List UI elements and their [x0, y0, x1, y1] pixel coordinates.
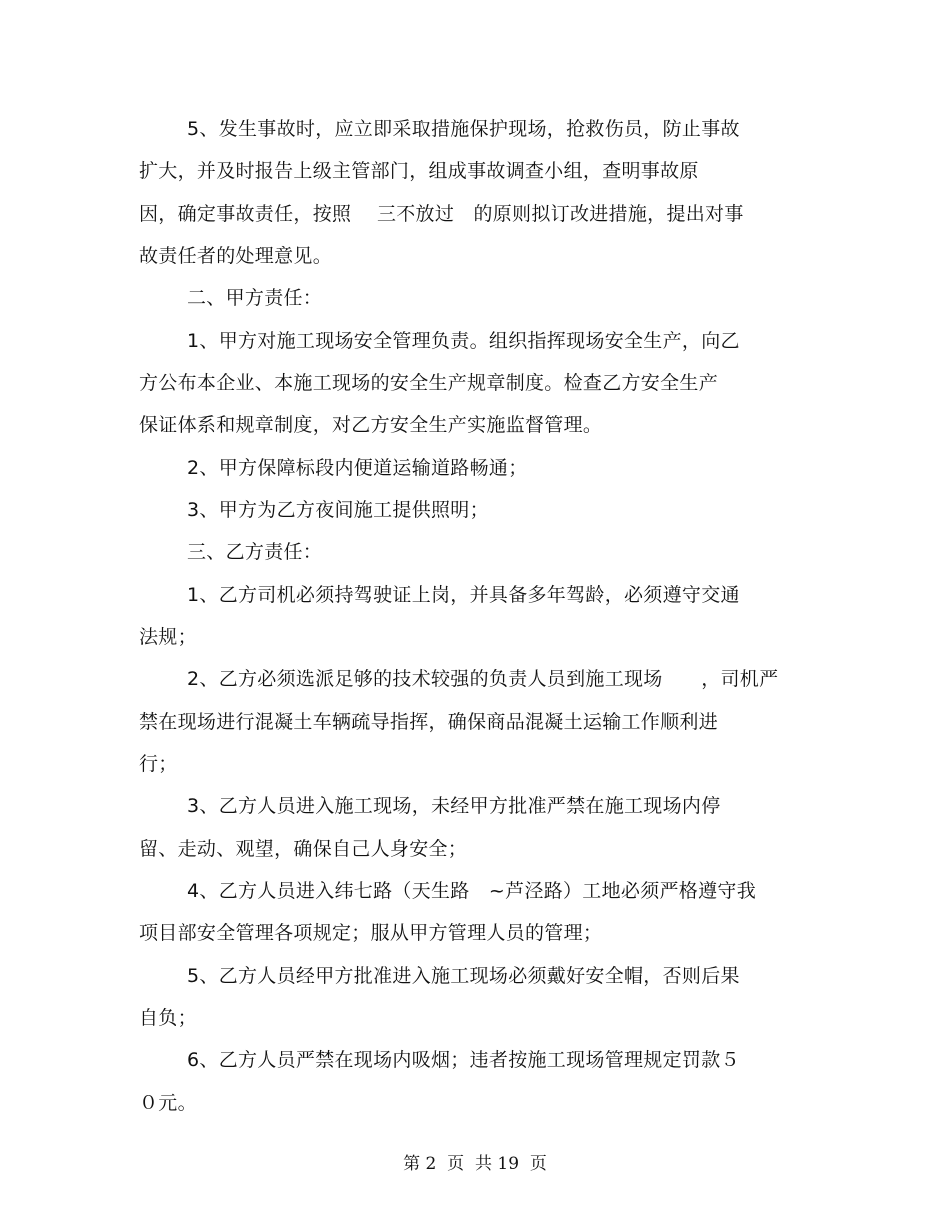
text-line: 法规； [139, 626, 197, 648]
text-line: 自负； [139, 1007, 197, 1029]
text-line: 3、乙方人员进入施工现场，未经甲方批准严禁在施工现场内停 [187, 795, 721, 817]
text-line: 项目部安全管理各项规定；服从甲方管理人员的管理； [139, 922, 603, 944]
text-line: ０元。 [139, 1092, 197, 1114]
text-line: 5、发生事故时，应立即采取措施保护现场，抢救伤员，防止事故 [187, 118, 740, 140]
section-heading: 二、甲方责任： [187, 287, 323, 309]
text-line: 1、乙方司机必须持驾驶证上岗，并具备多年驾龄，必须遵守交通 [187, 584, 740, 606]
text-line: 保证体系和规章制度，对乙方安全生产实施监督管理。 [139, 414, 603, 436]
text-line: 4、乙方人员进入纬七路（天生路 ~芦泾路）工地必须严格遵守我 [187, 880, 757, 902]
text-line: 因，确定事故责任，按照 三不放过 的原则拟订改进措施，提出对事 [139, 203, 744, 225]
text-line: 扩大，并及时报告上级主管部门，组成事故调查小组，查明事故原 [139, 160, 699, 182]
text-line: 6、乙方人员严禁在现场内吸烟；违者按施工现场管理规定罚款５ [187, 1049, 740, 1071]
page-footer: 第 2 页 共 19 页 [403, 1154, 547, 1174]
section-heading: 三、乙方责任： [187, 541, 323, 563]
text-line: 行； [139, 753, 178, 775]
text-line: 2、甲方保障标段内便道运输道路畅通； [187, 457, 528, 479]
text-line: 3、甲方为乙方夜间施工提供照明； [187, 499, 489, 521]
text-line: 2、乙方必须选派足够的技术较强的负责人员到施工现场 ，司机严 [187, 668, 779, 690]
text-line: 禁在现场进行混凝土车辆疏导指挥，确保商品混凝土运输工作顺利进 [139, 711, 719, 733]
text-line: 留、走动、观望，确保自己人身安全； [139, 838, 468, 860]
text-line: 5、乙方人员经甲方批准进入施工现场必须戴好安全帽，否则后果 [187, 965, 740, 987]
text-line: 1、甲方对施工现场安全管理负责。组织指挥现场安全生产，向乙 [187, 330, 740, 352]
text-line: 方公布本企业、本施工现场的安全生产规章制度。检查乙方安全生产 [139, 372, 719, 394]
text-line: 故责任者的处理意见。 [139, 245, 333, 267]
